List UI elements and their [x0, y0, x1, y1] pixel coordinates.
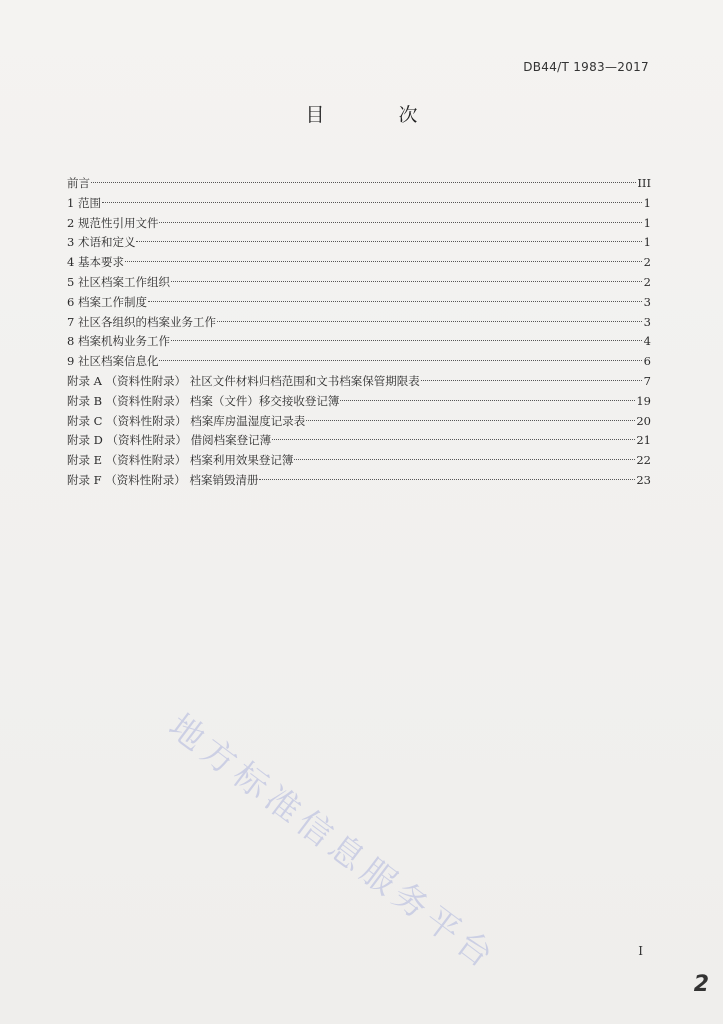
- footer-page-number: I: [638, 944, 643, 958]
- document-code: DB44/T 1983—2017: [523, 60, 649, 74]
- toc-entry[interactable]: [67, 293, 651, 313]
- toc-entry[interactable]: [67, 392, 651, 412]
- toc-entry-page: 21: [636, 433, 651, 448]
- toc-leader-dots: [421, 380, 642, 381]
- toc-entry[interactable]: [67, 412, 651, 432]
- toc-entry-page: 1: [643, 195, 651, 210]
- toc-entry[interactable]: [67, 174, 651, 194]
- toc-entry-page: 22: [636, 453, 651, 468]
- toc-entry-page: 7: [643, 373, 651, 388]
- toc-entry[interactable]: [67, 352, 651, 372]
- toc-entry-page: 20: [636, 413, 651, 428]
- toc-entry-page: 3: [643, 314, 651, 329]
- toc-entry-label: 7 社区各组织的档案业务工作: [67, 314, 216, 329]
- toc-leader-dots: [125, 261, 642, 262]
- toc-entry[interactable]: [67, 451, 651, 471]
- toc-entry-page: 6: [643, 354, 651, 369]
- toc-leader-dots: [217, 321, 642, 322]
- toc-entry-label: 前言: [67, 176, 90, 190]
- toc-leader-dots: [294, 459, 635, 460]
- toc-leader-dots: [171, 340, 642, 341]
- toc-entry-page: 1: [643, 215, 651, 230]
- toc-entry-label: 3 术语和定义: [67, 235, 136, 250]
- toc-entry[interactable]: [67, 431, 651, 451]
- toc-entry-label: 附录 D （资料性附录） 借阅档案登记薄: [67, 433, 272, 448]
- toc-entry[interactable]: [67, 194, 651, 214]
- toc-leader-dots: [306, 420, 635, 421]
- toc-entry-label: 附录 B （资料性附录） 档案（文件）移交接收登记簿: [67, 393, 340, 408]
- toc-entry-page: 4: [643, 334, 651, 349]
- toc-entry-page: III: [637, 176, 651, 190]
- toc-entry-label: 附录 A （资料性附录） 社区文件材料归档范围和文书档案保管期限表: [67, 373, 420, 388]
- toc-leader-dots: [259, 479, 635, 480]
- toc-leader-dots: [159, 360, 642, 361]
- toc-entry-label: 2 规范性引用文件: [67, 215, 159, 230]
- toc-entry[interactable]: [67, 372, 651, 392]
- toc-entry[interactable]: [67, 273, 651, 293]
- toc-entry-label: 4 基本要求: [67, 255, 124, 270]
- toc-entry-label: 附录 E （资料性附录） 档案利用效果登记簿: [67, 453, 294, 468]
- table-of-contents: [67, 174, 651, 491]
- toc-leader-dots: [340, 400, 635, 401]
- toc-leader-dots: [272, 439, 635, 440]
- toc-entry-page: 3: [643, 294, 651, 309]
- toc-entry-label: 9 社区档案信息化: [67, 354, 159, 369]
- scan-page-number: 2: [693, 972, 709, 997]
- toc-entry[interactable]: [67, 332, 651, 352]
- toc-entry-page: 19: [636, 393, 651, 408]
- toc-entry-page: 23: [636, 472, 651, 487]
- toc-leader-dots: [102, 202, 642, 203]
- toc-entry-label: 5 社区档案工作组织: [67, 274, 170, 289]
- toc-entry[interactable]: [67, 313, 651, 333]
- toc-entry[interactable]: [67, 233, 651, 253]
- toc-entry-page: 1: [643, 235, 651, 250]
- toc-leader-dots: [91, 182, 636, 183]
- toc-entry-page: 2: [643, 274, 651, 289]
- toc-entry-label: 6 档案工作制度: [67, 294, 147, 309]
- toc-entry[interactable]: [67, 253, 651, 273]
- toc-entry-label: 1 范围: [67, 195, 101, 210]
- toc-entry-page: 2: [643, 255, 651, 270]
- toc-leader-dots: [171, 281, 642, 282]
- toc-leader-dots: [136, 241, 642, 242]
- toc-entry-label: 附录 F （资料性附录） 档案销毁清册: [67, 472, 259, 487]
- page-title: 目 次: [305, 104, 452, 126]
- toc-entry-label: 8 档案机构业务工作: [67, 334, 170, 349]
- toc-leader-dots: [148, 301, 642, 302]
- watermark-text: 地方标准信息服务平台: [161, 706, 505, 980]
- toc-entry[interactable]: [67, 214, 651, 234]
- toc-entry[interactable]: [67, 471, 651, 491]
- toc-leader-dots: [159, 222, 642, 223]
- toc-entry-label: 附录 C （资料性附录） 档案库房温湿度记录表: [67, 413, 306, 428]
